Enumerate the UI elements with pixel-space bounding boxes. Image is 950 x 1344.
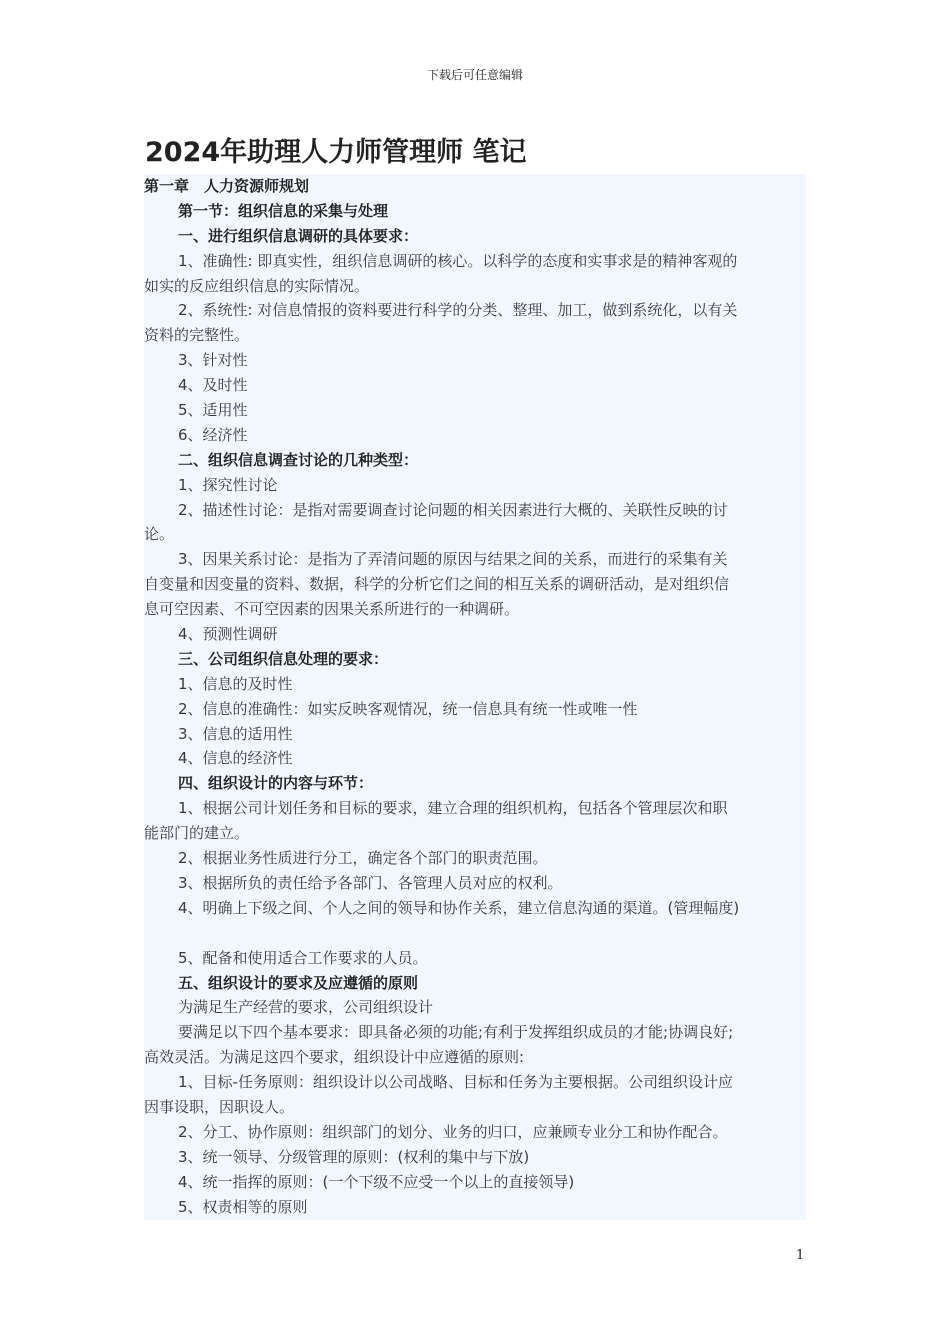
paragraph-line: 2、描述性讨论：是指对需要调查讨论问题的相关因素进行大概的、关联性反映的讨 [178,500,728,519]
list-item: 4、信息的经济性 [178,749,293,768]
paragraph-line: 能部门的建立。 [144,824,250,843]
heading-1: 一、进行组织信息调研的具体要求： [178,226,419,245]
paragraph-line: 1、准确性: 即真实性，组织信息调研的核心。以科学的态度和实事求是的精神客观的 [178,251,738,270]
paragraph-line: 3、因果关系讨论：是指为了弄清问题的原因与结果之间的关系，而进行的采集有关 [178,550,728,569]
list-item: 4、统一指挥的原则：(一个下级不应受一个以上的直接领导) [178,1172,575,1191]
paragraph-line: 息可空因素、不可空因素的因果关系所进行的一种调研。 [144,600,520,619]
list-item: 2、根据业务性质进行分工，确定各个部门的职责范围。 [178,849,548,868]
notes-content [144,174,806,1220]
list-item: 5、适用性 [178,401,248,420]
heading-5: 五、组织设计的要求及应遵循的原则 [178,973,419,992]
paragraph-line: 1、目标-任务原则：组织设计以公司战略、目标和任务为主要根据。公司组织设计应 [178,1073,733,1092]
list-item: 3、根据所负的责任给予各部门、各管理人员对应的权利。 [178,873,563,892]
list-item: 4、预测性调研 [178,625,278,644]
list-item: 3、针对性 [178,351,248,370]
list-item: 3、信息的适用性 [178,724,293,743]
list-item: 1、信息的及时性 [178,674,293,693]
chapter-heading: 第一章 人力资源师规划 [144,177,310,195]
blank-line [144,921,806,946]
paragraph-line: 1、根据公司计划任务和目标的要求，建立合理的组织机构，包括各个管理层次和职 [178,799,728,818]
heading-3: 三、公司组织信息处理的要求： [178,649,389,668]
document-title: 2024年助理人力师管理师 笔记 [145,137,527,168]
list-item: 5、权责相等的原则 [178,1197,308,1216]
list-item: 2、分工、协作原则：组织部门的划分、业务的归口，应兼顾专业分工和协作配合。 [178,1122,728,1141]
paragraph-line: 要满足以下四个基本要求：即具备必须的功能;有利于发挥组织成员的才能;协调良好; [178,1023,734,1042]
paragraph-line: 论。 [144,525,175,544]
section-heading: 第一节：组织信息的采集与处理 [178,201,389,220]
paragraph-line: 资料的完整性。 [144,326,250,345]
paragraph-line: 如实的反应组织信息的实际情况。 [144,276,370,295]
list-item: 1、探究性讨论 [178,475,278,494]
page-header-note: 下载后可任意编辑 [426,68,523,82]
paragraph-line: 自变量和因变量的资料、数据，科学的分析它们之间的相互关系的调研活动，是对组织信 [144,575,730,594]
list-item: 3、统一领导、分级管理的原则：(权利的集中与下放) [178,1147,530,1166]
paragraph-line: 为满足生产经营的要求，公司组织设计 [178,998,434,1017]
list-item: 2、信息的准确性：如实反映客观情况，统一信息具有统一性或唯一性 [178,699,638,718]
paragraph-line: 高效灵活。为满足这四个要求，组织设计中应遵循的原则: [144,1048,525,1067]
heading-2: 二、组织信息调查讨论的几种类型： [178,450,419,469]
page-number: 1 [796,1248,805,1263]
list-item: 4、明确上下级之间、个人之间的领导和协作关系，建立信息沟通的渠道。(管理幅度) [178,898,740,917]
list-item: 6、经济性 [178,425,248,444]
paragraph-line: 因事设职，因职设人。 [144,1097,295,1116]
paragraph-line: 2、系统性: 对信息情报的资料要进行科学的分类、整理、加工，做到系统化，以有关 [178,301,738,320]
list-item: 5、配备和使用适合工作要求的人员。 [178,948,428,967]
heading-4: 四、组织设计的内容与环节： [178,774,374,793]
list-item: 4、及时性 [178,376,248,395]
